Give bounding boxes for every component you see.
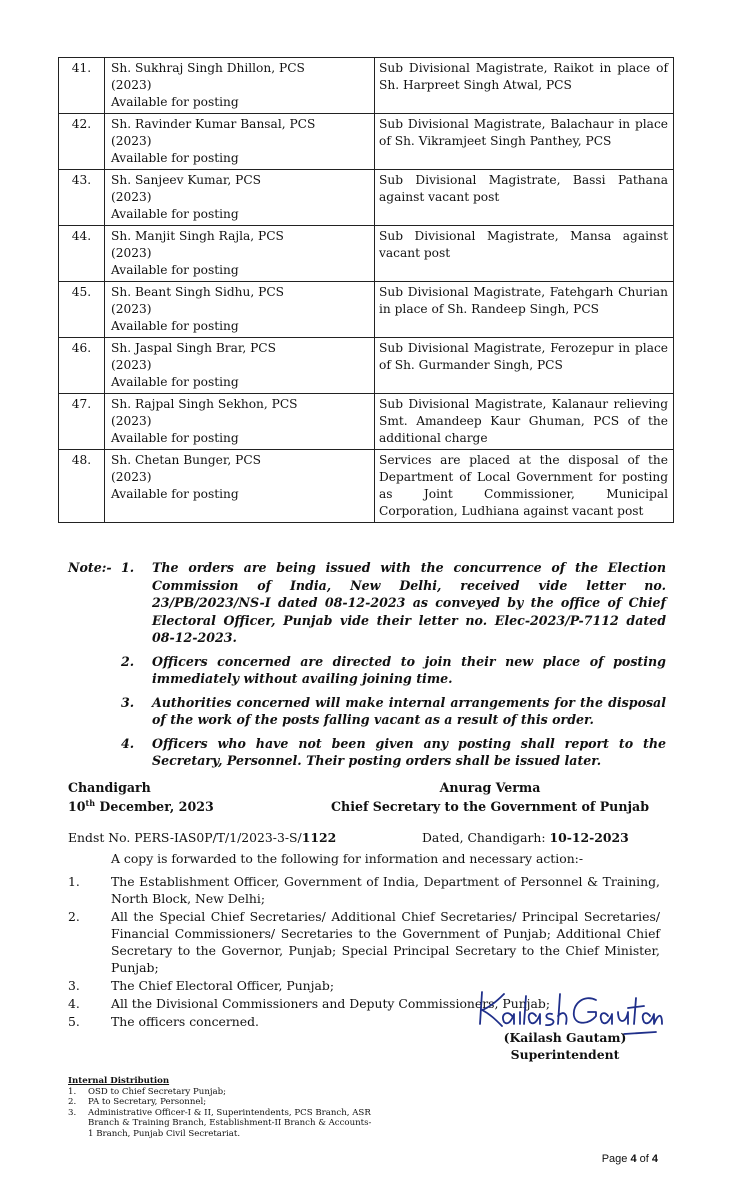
officer-line: Sh. Beant Singh Sidhu, PCS	[111, 285, 284, 299]
officer-line: (2023)	[111, 78, 152, 92]
officer-line: Available for posting	[111, 95, 239, 109]
officer-line: (2023)	[111, 470, 152, 484]
officer-cell	[105, 58, 375, 114]
officer-line: (2023)	[111, 358, 152, 372]
copy-item-text: The Chief Electoral Officer, Punjab;	[111, 978, 334, 993]
page-number	[602, 1153, 658, 1165]
officer-line: Available for posting	[111, 207, 239, 221]
posting-cell: Sub Divisional Magistrate, Raikot in place of Sh. Harpreet Singh Atwal, PCS	[375, 58, 674, 114]
superintendent-name: (Kailash Gautam)	[503, 1030, 627, 1045]
serial-number: 44.	[59, 226, 105, 282]
order-date	[68, 797, 214, 816]
serial-number: 43.	[59, 170, 105, 226]
officer-line: (2023)	[111, 246, 152, 260]
internal-item-number: 1.	[68, 1086, 77, 1097]
officer-line: Available for posting	[111, 487, 239, 501]
posting-table	[58, 57, 674, 523]
officer-cell	[105, 450, 375, 523]
posting-cell: Sub Divisional Magistrate, Fatehgarh Churian in place of Sh. Randeep Singh, PCS	[375, 282, 674, 338]
signatory-block	[331, 778, 649, 816]
note-item	[121, 735, 666, 770]
serial-number: 47.	[59, 394, 105, 450]
officer-line: Sh. Manjit Singh Rajla, PCS	[111, 229, 284, 243]
posting-cell: Sub Divisional Magistrate, Ferozepur in place of Sh. Gurmander Singh, PCS	[375, 338, 674, 394]
copy-item-number: 4.	[68, 996, 80, 1011]
officer-cell	[105, 394, 375, 450]
copy-item-number: 2.	[68, 909, 80, 924]
endst-prefix: Endst No. PERS-IAS0P/T/1/2023-3-S/	[68, 830, 302, 845]
endorsement-number	[68, 830, 336, 845]
internal-item-text: Administrative Officer-I & II, Superintendents, PCS Branch, ASR Branch & Training Branch, Establishment-II Branch & Accounts- 1 Branch, Punjab Civil Secretariat.	[88, 1107, 372, 1139]
internal-item-number: 2.	[68, 1097, 77, 1107]
officer-line: (2023)	[111, 414, 152, 428]
officer-line: Sh. Rajpal Singh Sekhon, PCS	[111, 397, 298, 411]
posting-row	[59, 58, 674, 114]
officer-line: Sh. Sanjeev Kumar, PCS	[111, 173, 261, 187]
officer-cell	[105, 226, 375, 282]
endst-number: 1122	[301, 830, 337, 845]
posting-cell: Sub Divisional Magistrate, Mansa against vacant post	[375, 226, 674, 282]
officer-line: Sh. Chetan Bunger, PCS	[111, 453, 261, 467]
officer-line: Available for posting	[111, 431, 239, 445]
posting-cell: Sub Divisional Magistrate, Bassi Pathana against vacant post	[375, 170, 674, 226]
posting-row	[59, 114, 674, 170]
officer-cell	[105, 282, 375, 338]
officer-line: Sh. Sukhraj Singh Dhillon, PCS	[111, 61, 305, 75]
internal-item-number: 3.	[68, 1107, 77, 1118]
internal-distribution-heading: Internal Distribution	[68, 1076, 170, 1086]
note-item-text: Officers concerned are directed to join their new place of posting immediately without availing joining time.	[152, 653, 666, 686]
note-item	[121, 653, 666, 688]
serial-number: 45.	[59, 282, 105, 338]
officer-line: Sh. Jaspal Singh Brar, PCS	[111, 341, 276, 355]
posting-cell: Sub Divisional Magistrate, Kalanaur relieving Smt. Amandeep Kaur Ghuman, PCS of the additional charge	[375, 394, 674, 450]
officer-line: (2023)	[111, 302, 152, 316]
posting-row	[59, 226, 674, 282]
place-and-date	[68, 778, 214, 816]
page-total: 4	[651, 1153, 658, 1165]
place: Chandigarh	[68, 780, 151, 795]
note-item-text: Authorities concerned will make internal arrangements for the disposal of the work of the posts falling vacant as a result of this order.	[152, 694, 666, 727]
internal-item	[68, 1108, 378, 1140]
copy-item-text: All the Divisional Commissioners and Deputy Commissioners, Punjab;	[111, 996, 551, 1011]
note-item-text: The orders are being issued with the concurrence of the Election Commission of India, New Delhi, received vide letter no. 23/PB/2023/NS-I dated 08-12-2023 as conveyed by the office of Chief Electoral Officer, Punjab vide their letter no. Elec-2023/P-7112 dated 08-12-2023.	[152, 560, 666, 645]
serial-number: 48.	[59, 450, 105, 523]
note-item-number: 2.	[121, 653, 135, 669]
copy-item-text: The Establishment Officer, Government of India, Department of Personnel & Training, North Block, New Delhi;	[111, 874, 660, 906]
posting-cell: Services are placed at the disposal of the Department of Local Government for posting as Joint Commissioner, Municipal Corporation, Ludhiana against vacant post	[375, 450, 674, 523]
officer-line: (2023)	[111, 134, 152, 148]
posting-row	[59, 450, 674, 523]
date-rest: December, 2023	[95, 799, 214, 814]
officer-line: Sh. Ravinder Kumar Bansal, PCS	[111, 117, 316, 131]
note-item	[121, 694, 666, 729]
officer-cell	[105, 338, 375, 394]
signatory-title: Chief Secretary to the Government of Punjab	[331, 799, 649, 814]
posting-row	[59, 170, 674, 226]
note-item-number: 1.	[121, 560, 135, 575]
copy-item-number: 3.	[68, 978, 80, 993]
posting-row	[59, 338, 674, 394]
posting-row	[59, 394, 674, 450]
page-of: of	[636, 1153, 652, 1165]
serial-number: 46.	[59, 338, 105, 394]
posting-row	[59, 282, 674, 338]
officer-line: (2023)	[111, 190, 152, 204]
date-day: 10	[68, 799, 86, 814]
dated-prefix: Dated, Chandigarh:	[422, 830, 550, 845]
page-current: 4	[630, 1153, 637, 1165]
serial-number: 41.	[59, 58, 105, 114]
internal-distribution	[68, 1076, 378, 1139]
copy-item-number: 1.	[68, 874, 80, 889]
endorsement-date	[422, 830, 629, 845]
note-item	[121, 559, 666, 647]
officer-cell	[105, 114, 375, 170]
officer-line: Available for posting	[111, 319, 239, 333]
internal-item-text: PA to Secretary, Personnel;	[88, 1097, 207, 1107]
copy-item-number: 5.	[68, 1014, 80, 1029]
superintendent-block	[500, 1029, 630, 1063]
officer-cell	[105, 170, 375, 226]
date-suffix: th	[85, 797, 96, 808]
note-label: Note:-	[68, 560, 112, 575]
internal-item	[68, 1087, 378, 1098]
copy-item-text: All the Special Chief Secretaries/ Additional Chief Secretaries/ Principal Secretaries/ Financial Commissioners/ Secretaries to the Government of Punjab; Additional Chief Secretary to the Governor, Punjab; Special Principal Secretary to the Chief Minister, Punjab;	[111, 909, 660, 975]
note-item-number: 4.	[121, 735, 135, 751]
officer-line: Available for posting	[111, 151, 239, 165]
internal-item	[68, 1097, 378, 1108]
forward-text: A copy is forwarded to the following for information and necessary action:-	[111, 851, 584, 866]
posting-cell: Sub Divisional Magistrate, Balachaur in place of Sh. Vikramjeet Singh Panthey, PCS	[375, 114, 674, 170]
officer-line: Available for posting	[111, 263, 239, 277]
page-label: Page	[601, 1153, 631, 1165]
officer-line: Available for posting	[111, 375, 239, 389]
copy-list-item	[68, 873, 660, 907]
signatory-name: Anurag Verma	[439, 780, 541, 795]
copy-item-text: The officers concerned.	[111, 1014, 259, 1029]
note-item-text: Officers who have not been given any posting shall report to the Secretary, Personnel. Their posting orders shall be issued later.	[152, 735, 666, 768]
serial-number: 42.	[59, 114, 105, 170]
superintendent-title: Superintendent	[510, 1047, 620, 1062]
internal-item-text: OSD to Chief Secretary Punjab;	[88, 1086, 227, 1097]
copy-list-item	[68, 908, 660, 976]
note-item-number: 3.	[121, 694, 135, 710]
note-section	[68, 559, 666, 776]
dated-value: 10-12-2023	[549, 830, 629, 845]
